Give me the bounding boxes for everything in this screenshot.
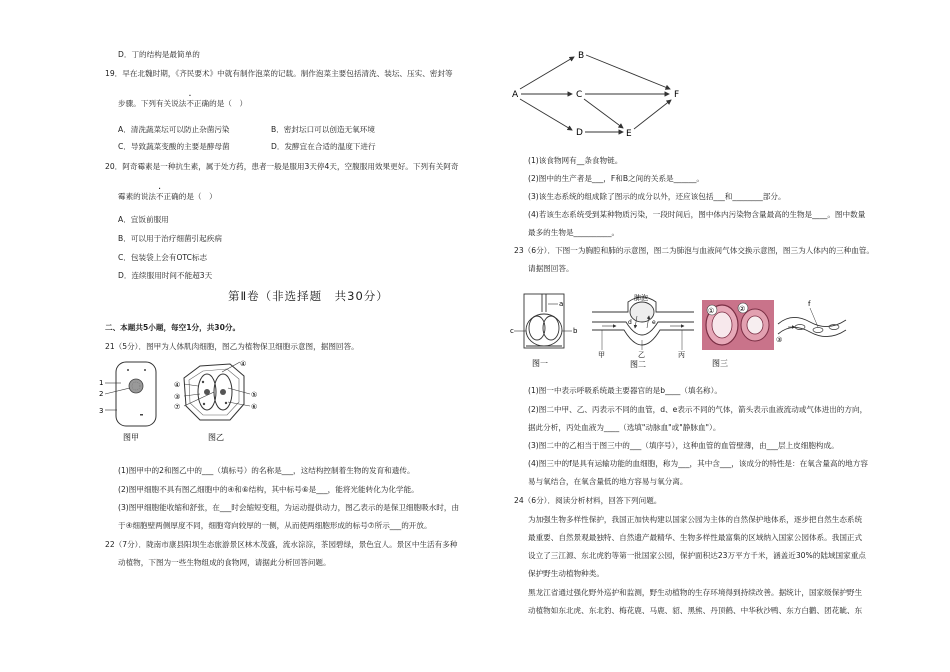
q21-sub2: (2)图甲细胞不具有图乙细胞中的④和⑥结构，其中标号⑥是___，能将光能转化为化学能。 bbox=[118, 485, 419, 494]
fig3-num-2: ② bbox=[739, 305, 746, 313]
fig1-letter-c: c bbox=[510, 327, 514, 335]
fig-yi-num-6: ⑥ bbox=[251, 403, 258, 411]
q19-stem-line1: 19．早在北魏时期，《齐民要术》中就有制作泡菜的记载。制作泡菜主要包括清洗、装坛、压实、密封等 bbox=[105, 69, 453, 78]
fig3-label: 图三 bbox=[712, 359, 728, 368]
fig-yi-num-5: ⑤ bbox=[251, 391, 258, 399]
q20-stem-line1: 20．阿奇霉素是一种抗生素，属于处方药，患者一般是服用3天停4天，空腹服用效果更好。下列有关阿奇 bbox=[105, 162, 459, 171]
fig2-letter-d: d bbox=[628, 319, 632, 326]
q19-stem-line2: 步骤。下列有关说法不正确的是（ ） bbox=[118, 99, 248, 108]
q19-option-c: C．导致蔬菜变酸的主要是酵母菌 bbox=[118, 142, 230, 151]
q18-option-d: D．丁的结构是最简单的 bbox=[118, 50, 200, 59]
left-column bbox=[0, 0, 470, 672]
q23-sub4-line2: 易与氧结合，在氧含量低的地方容易与氧分离。 bbox=[528, 477, 688, 486]
q21-sub3-line1: (3)图甲细胞能收缩和舒张，在___时会缩短变粗，为运动提供动力，图乙表示的是保卫细胞吸水时，由 bbox=[118, 503, 460, 512]
q21-sub1: (1)图甲中的2和图乙中的___（填标号）的名称是___，这结构控制着生物的发育和遗传。 bbox=[118, 466, 415, 475]
figure-2-alveolus bbox=[590, 290, 700, 370]
q22-sub3: (3)该生态系统的组成除了图示的成分以外，还应该包括___和________部分。 bbox=[528, 192, 786, 201]
part2-instruction: 二、本题共5小题，每空1分，共30分。 bbox=[105, 323, 241, 332]
fig2-vessel-yi: 乙 bbox=[638, 351, 645, 359]
fig2-alveolus-label: 肺泡 bbox=[634, 294, 648, 302]
q20-option-c: C．包装袋上会有OTC标志 bbox=[118, 253, 208, 262]
fig-yi-num-4b: ④ bbox=[240, 360, 247, 368]
fig2-label: 图二 bbox=[630, 360, 646, 369]
fig3-num-1: ① bbox=[708, 307, 715, 315]
fig3-num-3: ③ bbox=[776, 336, 783, 344]
q23-sub2-line2: 据此分析，丙处血液为____（选填"动脉血"或"静脉血"）。 bbox=[528, 423, 721, 432]
q23-sub4-line1: (4)图三中的f是具有运输功能的血细胞，称为___，其中含___，该成分的特性是：在氧含量高的地方容 bbox=[528, 459, 868, 468]
q24-para1-line1: 为加强生物多样性保护，我国正加快构建以国家公园为主体的自然保护地体系，逐步把自然生态系统 bbox=[528, 515, 863, 524]
fig-yi-num-3: ③ bbox=[174, 393, 181, 401]
node-b: B bbox=[578, 51, 585, 61]
right-column bbox=[470, 0, 950, 672]
fig-jia-num-2: 2 bbox=[99, 390, 104, 398]
q23-stem-line2: 请据图回答。 bbox=[528, 264, 574, 273]
fig-yi-num-7: ⑦ bbox=[174, 403, 181, 411]
q19-option-b: B．密封坛口可以创造无氧环境 bbox=[271, 125, 375, 134]
figure-jia-muscle-cell bbox=[98, 358, 181, 442]
q22-stem-line1: 22（7分）．陇南市康县阳坝生态旅游景区林木茂盛，流水淙淙，茶园碧绿，景色宜人。景区中生活有多种 bbox=[105, 540, 458, 549]
node-f: F bbox=[674, 90, 680, 100]
q19-emphasis: 不正确 bbox=[186, 99, 210, 108]
section-title: 第Ⅱ卷（非选择题 共30分） bbox=[228, 289, 389, 303]
fig-yi-label: 图乙 bbox=[208, 433, 224, 442]
q20-stem-line2: 霉素的说法不正确的是（ ） bbox=[118, 192, 217, 201]
food-web-diagram bbox=[510, 45, 700, 145]
fig-yi-num-4a: ④ bbox=[174, 381, 181, 389]
q22-stem-line2: 动植物，下图为一些生物组成的食物网，请据此分析回答问题。 bbox=[118, 558, 331, 567]
fig1-letter-a: a bbox=[559, 300, 564, 308]
q22-sub4-line1: (4)若该生态系统受到某种物质污染，一段时间后，图中体内污染物含量最高的生物是____。图中数量 bbox=[528, 210, 866, 219]
fig2-letter-e: e bbox=[652, 319, 656, 326]
q22-sub4-line2: 最多的生物是__________。 bbox=[528, 228, 620, 237]
q20-option-b: B．可以用于治疗细菌引起疾病 bbox=[118, 234, 222, 243]
fig3-letter-f: f bbox=[808, 300, 811, 308]
node-a: A bbox=[512, 90, 519, 100]
fig-jia-num-1: 1 bbox=[99, 379, 104, 387]
q24-para1-line3: 设立了三江源、东北虎豹等第一批国家公园，保护面积达23万平方千米，涵盖近30%的陆域国家重点 bbox=[528, 551, 866, 560]
q23-sub1: (1)图一中表示呼吸系统最主要器官的是b____（填名称）。 bbox=[528, 386, 723, 395]
q22-sub1: (1)该食物网有__条食物链。 bbox=[528, 156, 623, 165]
q20-option-a: A．宜饭前服用 bbox=[118, 215, 169, 224]
q24-stem: 24（6分）．阅读分析材料，回答下列问题。 bbox=[514, 496, 662, 505]
q23-sub2-line1: (2)图二中甲、乙、丙表示不同的血管，d、e表示不同的气体，箭头表示血液流动或气体进出的方向， bbox=[528, 405, 868, 414]
figure-yi-guard-cells bbox=[170, 358, 270, 442]
q24-para2-line2: 动植物如东北虎、东北豹、梅花鹿、马鹿、貂、黑熊、丹顶鹤、中华秋沙鸭、东方白鹳、团花眦、东 bbox=[528, 606, 863, 615]
fig-jia-num-3: 3 bbox=[99, 407, 104, 415]
q23-sub3: (3)图二中的乙相当于图三中的___（填序号），这种血管的血管壁薄，由___层上皮细胞构成。 bbox=[528, 441, 839, 450]
fig2-vessel-bing: 丙 bbox=[678, 351, 685, 359]
q20-option-d: D．连续服用时间不能超3天 bbox=[118, 271, 213, 280]
figure-3-blood-vessels bbox=[702, 294, 852, 370]
figure-1-chest-lungs bbox=[510, 292, 590, 370]
q23-stem-line1: 23（6分）．下图一为胸腔和肺的示意图，图二为肺泡与血液间气体交换示意图，图三为人体内的三种血管。 bbox=[514, 246, 875, 255]
fig1-label: 图一 bbox=[532, 359, 548, 368]
node-d: D bbox=[576, 128, 583, 138]
node-c: C bbox=[576, 90, 583, 100]
fig2-vessel-jia: 甲 bbox=[598, 351, 605, 359]
fig-jia-label: 图甲 bbox=[123, 433, 139, 442]
q24-para1-line2: 最重要、自然景观最独特、自然遗产最精华、生物多样性最富集的区域纳入国家公园体系。我国正式 bbox=[528, 533, 863, 542]
q21-stem: 21（5分）．图甲为人体肌肉细胞，图乙为植物保卫细胞示意图，据图回答。 bbox=[105, 342, 359, 351]
fig1-letter-b: b bbox=[573, 327, 578, 335]
q19-option-d: D．发酵宜在合适的温度下进行 bbox=[271, 142, 376, 151]
node-e: E bbox=[626, 129, 632, 139]
q21-sub3-line2: 于④细胞壁两侧厚度不同，细胞弯向较厚的一侧，从而使两细胞形成的标号⑦所示___的开放。 bbox=[118, 521, 432, 530]
q24-para1-line4: 保护野生动植物种类。 bbox=[528, 569, 604, 578]
q20-emphasis: 不正确 bbox=[155, 192, 179, 201]
q24-para2-line1: 黑龙江省通过强化野外巡护和监测，野生动植物的生存环境得到持续改善。据统计，国家级保护野生 bbox=[528, 588, 863, 597]
q19-option-a: A．清洗蔬菜坛可以防止杂菌污染 bbox=[118, 125, 230, 134]
q22-sub2: (2)图中的生产者是___，F和B之间的关系是______。 bbox=[528, 174, 705, 183]
